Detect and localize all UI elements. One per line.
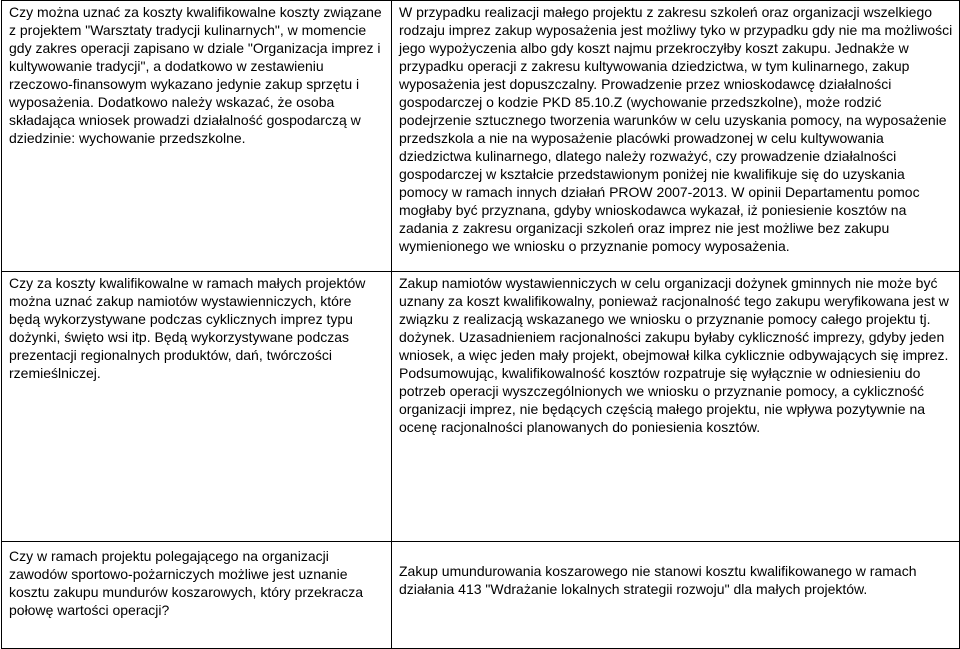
table-row xyxy=(2,542,960,649)
question-text: Czy w ramach projektu polegającego na organizacji zawodów sportowo-pożarniczych możliwe jest uznanie kosztu zakupu mundurów koszarowych, który przekracza połowę wartości operacji? xyxy=(9,548,364,618)
answer-paragraph: Zakup namiotów wystawienniczych w celu organizacji dożynek gminnych nie może być uznany za koszt kwalifikowalny, ponieważ racjonalność tego zakupu weryfikowana jest w związku z realizacją wskazanego we wniosku o przyznanie pomocy całego projektu tj. dożynek. Uzasadnieniem racjonalności zakupu byłaby cykliczność imprezy, gdyby jeden wniosek, a więc jeden mały projekt, obejmował kilka cyklicznie odbywających się imprez. xyxy=(399,275,949,363)
answer-paragraph: Podsumowując, kwalifikowalność kosztów rozpatruje się wyłącznie w odniesieniu do potrzeb operacji wyszczególnionych we wniosku o przyznanie pomocy, a cykliczność organizacji imprez, nie będących częścią małego projektu, nie wpływa pozytywnie na ocenę racjonalności planowanych do poniesienia kosztów. xyxy=(399,365,926,435)
qa-table xyxy=(1,0,960,649)
answer-text: W przypadku realizacji małego projektu z zakresu szkoleń oraz organizacji wszelkiego rodzaju imprez zakup wyposażenia jest możliwy tyko w przypadku gdy nie ma możliwości jego wypożyczenia albo gdy koszt najmu przekroczyłby koszt zakupu. Jednakże w przypadku operacji z zakresu kultywowania dziedzictwa, w tym kulinarnego, zakup wyposażenia jest dopuszczalny. Prowadzenie przez wnioskodawcę działalności gospodarczej o kodzie PKD 85.10.Z (wychowanie przedszkolne), może rodzić podejrzenie sztucznego tworzenia warunków w celu uzyskania pomocy, na wyposażenie przedszkola a nie na wyposażenie placówki prowadzonej w celu kultywowania dziedzictwa kulinarnego, dlatego należy rozważyć, czy prowadzenie działalności gospodarczej w kształcie przedstawionym poniżej nie kwalifikuje się do uzyskania pomocy w ramach innych działań PROW 2007-2013. W opinii Departamentu pomoc mogłaby być przyznana, gdyby wnioskodawca wykazał, iż poniesienie kosztów na zadania z zakresu organizacji szkoleń oraz imprez nie jest możliwe bez zakupu wymienionego we wniosku o przyznanie pomocy wyposażenia. xyxy=(399,4,953,254)
question-cell xyxy=(2,1,392,272)
table-row xyxy=(2,272,960,542)
answer-cell xyxy=(392,542,960,649)
question-text: Czy można uznać za koszty kwalifikowalne koszty związane z projektem "Warsztaty tradycji kulinarnych", w momencie gdy zakres operacji zapisano w dziale "Organizacja imprez i kultywowanie tradycji", a dodatkowo w zestawieniu rzeczowo-finansowym wykazano jedynie zakup sprzętu i wyposażenia. Dodatkowo należy wskazać, że osoba składająca wniosek prowadzi działalność gospodarczą w dziedzinie: wychowanie przedszkolne. xyxy=(9,4,382,146)
table-row xyxy=(2,1,960,272)
answer-cell xyxy=(392,272,960,542)
answer-cell xyxy=(392,1,960,272)
answer-text: Zakup umundurowania koszarowego nie stanowi kosztu kwalifikowanego w ramach działania 413 "Wdrażanie lokalnych strategii rozwoju" dla małych projektów. xyxy=(399,563,917,597)
question-cell xyxy=(2,272,392,542)
question-cell xyxy=(2,542,392,649)
question-text: Czy za koszty kwalifikowalne w ramach małych projektów można uznać zakup namiotów wystawienniczych, które będą wykorzystywane podczas cyklicznych imprez typu dożynki, święto wsi itp. Będą wykorzystywane podczas prezentacji regionalnych produktów, dań, twórczości rzemieślniczej. xyxy=(9,275,366,381)
